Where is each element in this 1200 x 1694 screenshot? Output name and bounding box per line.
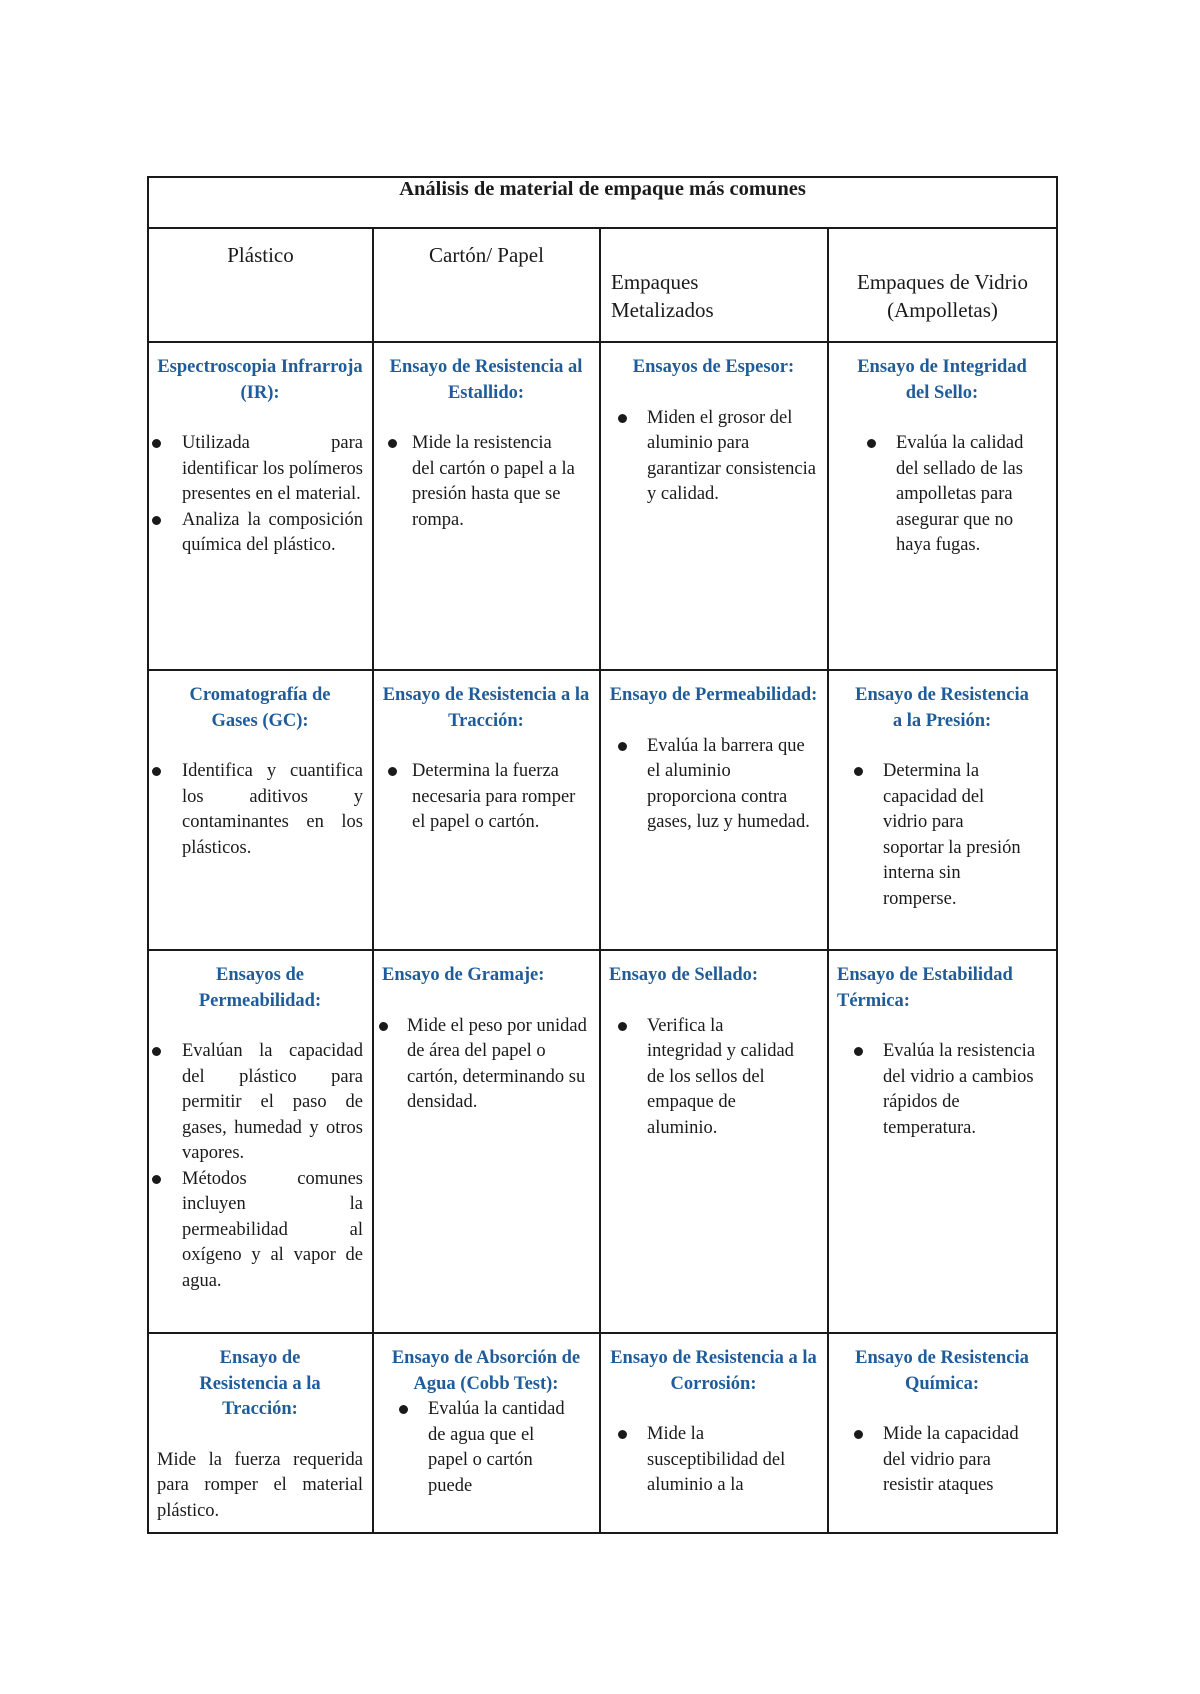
bullet-icon	[854, 767, 863, 776]
table-row	[148, 950, 1057, 1333]
bullet-list	[382, 759, 590, 836]
bullet-icon	[152, 767, 161, 776]
list-item-text: Miden el grosor del aluminio para garantizar consistencia y calidad.	[647, 407, 816, 504]
list-item	[157, 508, 363, 559]
table-cell	[828, 670, 1057, 950]
table-cell	[600, 342, 828, 670]
bullet-icon	[618, 742, 627, 751]
test-title: Ensayo de Gramaje:	[382, 965, 545, 985]
list-item	[382, 431, 590, 533]
bullet-list	[157, 431, 363, 559]
table-cell	[600, 1333, 828, 1533]
table-title: Análisis de material de empaque más comunes	[148, 177, 1057, 228]
table-row	[148, 342, 1057, 670]
table-cell	[373, 1333, 600, 1533]
bullet-icon	[399, 1405, 408, 1414]
list-item-text: Utilizada para identificar los polímeros presentes en el material.	[182, 433, 363, 504]
header-label: Empaques de Vidrio (Ampolletas)	[857, 270, 1028, 322]
test-title: Ensayo de Resistencia al Estallido:	[389, 357, 583, 403]
table-cell	[373, 342, 600, 670]
list-item-text: Evalúa la barrera que el aluminio proporciona contra gases, luz y humedad.	[647, 735, 810, 832]
header-vidrio	[828, 228, 1057, 342]
list-item	[157, 1167, 363, 1295]
table-cell	[373, 950, 600, 1333]
table-cell	[148, 670, 373, 950]
test-title: Ensayos de Permeabilidad:	[198, 965, 322, 1011]
test-title: Cromatografía de Gases (GC):	[189, 685, 331, 731]
list-item-text: Evalúa la cantidad de agua que el papel o cartón puede	[428, 1399, 565, 1496]
bullet-icon	[618, 414, 627, 423]
list-item	[837, 431, 1047, 559]
header-label: Plástico	[227, 243, 294, 267]
list-item	[837, 1422, 1047, 1499]
bullet-list	[837, 1422, 1047, 1499]
table-row	[148, 670, 1057, 950]
list-item	[382, 1014, 590, 1116]
list-item	[609, 1014, 818, 1142]
list-item	[157, 759, 363, 861]
list-item	[837, 759, 1047, 912]
test-title: Ensayo de Resistencia Química:	[855, 1348, 1029, 1394]
bullet-icon	[388, 767, 397, 776]
bullet-list	[157, 759, 363, 861]
bullet-icon	[618, 1430, 627, 1439]
bullet-list	[157, 1039, 363, 1294]
bullet-icon	[152, 1175, 161, 1184]
bullet-icon	[152, 439, 161, 448]
test-title: Ensayo de Integridad del Sello:	[857, 357, 1027, 403]
test-title: Ensayo de Estabilidad Térmica:	[837, 965, 1013, 1011]
table-cell	[828, 342, 1057, 670]
list-item-text: Determina la capacidad del vidrio para soportar la presión interna sin romperse.	[883, 761, 1021, 909]
list-item	[837, 1039, 1047, 1141]
list-item-text: Evalúa la calidad del sellado de las ampolletas para asegurar que no haya fugas.	[896, 433, 1024, 555]
test-title: Ensayos de Espesor:	[632, 357, 795, 377]
list-item	[157, 1039, 363, 1167]
packaging-analysis-table	[147, 176, 1058, 1534]
list-item	[609, 734, 818, 836]
bullet-list	[382, 431, 590, 533]
bullet-list	[609, 1014, 818, 1142]
table-cell	[148, 342, 373, 670]
header-row	[148, 228, 1057, 342]
list-item	[609, 406, 818, 508]
test-title: Ensayo de Resistencia a la Tracción:	[382, 685, 590, 731]
list-item-text: Métodos comunes incluyen la permeabilidad al oxígeno y al vapor de agua.	[182, 1168, 363, 1291]
list-item	[609, 1422, 818, 1499]
list-item	[382, 759, 590, 836]
list-item-text: Mide la capacidad del vidrio para resistir ataques	[883, 1424, 1019, 1495]
header-label: Empaques Metalizados	[611, 270, 714, 322]
table-row	[148, 1333, 1057, 1533]
test-title: Ensayo de Sellado:	[609, 965, 759, 985]
test-title: Ensayo de Resistencia a la Corrosión:	[610, 1348, 817, 1394]
bullet-list	[609, 406, 818, 508]
test-title: Espectroscopia Infrarroja (IR):	[157, 357, 363, 403]
bullet-icon	[854, 1047, 863, 1056]
list-item-text: Analiza la composición química del plástico.	[182, 509, 363, 555]
list-item	[157, 431, 363, 508]
list-item-text: Determina la fuerza necesaria para romper el papel o cartón.	[412, 761, 576, 832]
table-cell	[148, 950, 373, 1333]
table-cell	[373, 670, 600, 950]
bullet-list	[609, 734, 818, 836]
bullet-list	[609, 1422, 818, 1499]
title-row	[148, 177, 1057, 228]
bullet-icon	[152, 516, 161, 525]
test-title: Ensayo de Absorción de Agua (Cobb Test):	[391, 1348, 581, 1394]
list-item-text: Mide la susceptibilidad del aluminio a la	[647, 1424, 786, 1495]
bullet-list	[837, 759, 1047, 912]
table-cell	[828, 1333, 1057, 1533]
test-description: Mide la fuerza requerida para romper el material plástico.	[157, 1449, 363, 1521]
header-metalizados	[600, 228, 828, 342]
bullet-icon	[867, 439, 876, 448]
test-title: Ensayo de Resistencia a la Tracción:	[199, 1348, 321, 1419]
header-plastico	[148, 228, 373, 342]
table-cell	[600, 950, 828, 1333]
test-title: Ensayo de Resistencia a la Presión:	[855, 685, 1029, 731]
bullet-icon	[152, 1047, 161, 1056]
header-label: Cartón/ Papel	[429, 243, 544, 267]
list-item-text: Mide el peso por unidad de área del papel o cartón, determinando su densidad.	[407, 1015, 587, 1112]
test-title: Ensayo de Permeabilidad:	[609, 685, 818, 705]
table-cell	[600, 670, 828, 950]
bullet-list	[382, 1397, 590, 1499]
bullet-icon	[854, 1430, 863, 1439]
header-carton-papel	[373, 228, 600, 342]
table-cell	[828, 950, 1057, 1333]
list-item-text: Mide la resistencia del cartón o papel a la presión hasta que se rompa.	[412, 433, 575, 530]
bullet-list	[382, 1014, 590, 1116]
list-item-text: Identifica y cuantifica los aditivos y contaminantes en los plásticos.	[182, 761, 363, 858]
bullet-list	[837, 431, 1047, 559]
bullet-icon	[618, 1022, 627, 1031]
list-item-text: Evalúa la resistencia del vidrio a cambios rápidos de temperatura.	[883, 1041, 1036, 1138]
list-item-text: Verifica la integridad y calidad de los sellos del empaque de aluminio.	[647, 1015, 794, 1138]
bullet-icon	[379, 1022, 388, 1031]
list-item	[382, 1397, 590, 1499]
bullet-icon	[388, 439, 397, 448]
bullet-list	[837, 1039, 1047, 1141]
list-item-text: Evalúan la capacidad del plástico para permitir el paso de gases, humedad y otros vapores.	[182, 1041, 363, 1163]
table-cell	[148, 1333, 373, 1533]
